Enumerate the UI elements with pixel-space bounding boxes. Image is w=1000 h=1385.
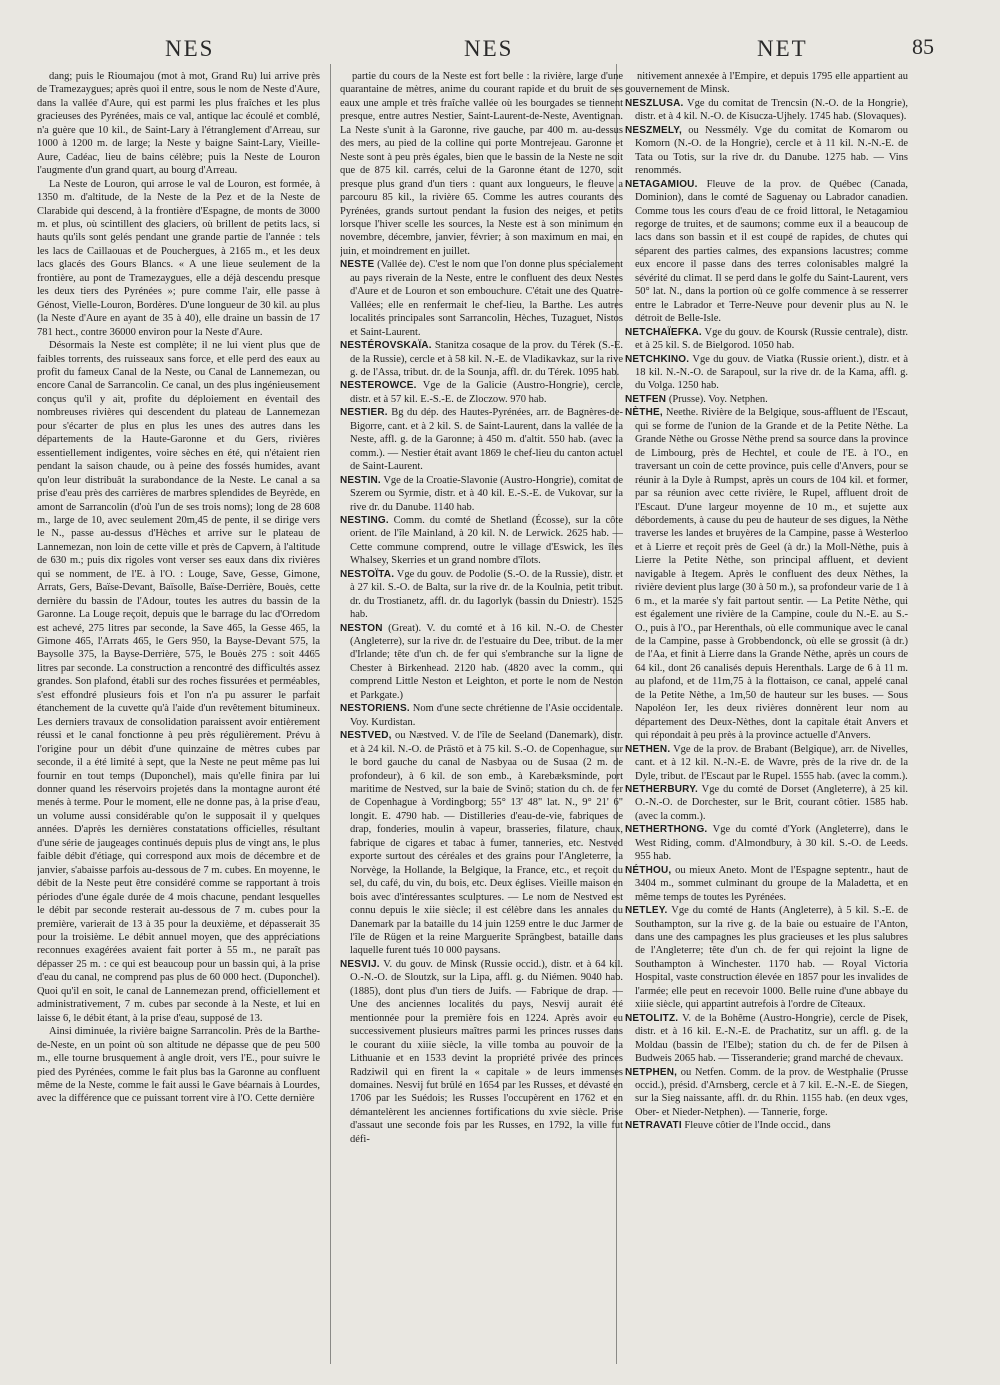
entry-headword: NETPHEN,	[625, 1066, 678, 1078]
entry-headword: NESTEROWCE.	[340, 380, 417, 392]
text-paragraph	[340, 70, 623, 258]
text-paragraph	[37, 1025, 320, 1106]
entry-text: Neethe. Rivière de la Belgique, sous-affluent de l'Escaut, qui se forme de l'union de la Grande et de la Petite Nèthe. La Grande Nèthe ou Grosse Nèthe prend sa source dans la province de Limbourg, près de Hechtel, et coule de l'E. à l'O., en traversant un coin de cette province, puis celle d'Anvers, pour se réunir à la Dyle à Rumpst, après un cours de 104 kil. et former, par sa réunion avec cette rivière, le Rupel, affluent droit de l'Escaut. D'une largeur moyenne de 10 m., et sujette aux débordements, à cause du peu de hauteur de ses digues, la Nèthe traverse les landes et bruyères de la Campine, passe à Westerloo et à Lierre et reçoit près de Geel (à dr.) la Moll-Nèthe, puis à Lierre la Petite Nèthe, son principal affluent, et devient navigable à Itegem. Après le confluent des deux Nèthes, la rivière devient plus large (30 à 50 m.), sa profondeur varie de 1 à 6 m., et la marée s'y fait partout sentir. — La Petite Nèthe, qui est également une rivière de la Campine, coule du N.-E. au S.-O., puis à l'O., par Herenthals, où elle communique avec le canal de la Campine, passe à Grobbendonck, où elle se grossit (à dr.) de l'Aa, et finit à Lierre dans la Grande Nèthe, après un cours de 64 kil., dont 26 canalisés depuis Herenthals. Large de 6 à 11 m. au plafond, et de 11m,75 à la flottaison, ce canal, appelé canal de la Petite Nèthe, a 1m,50 de hauteur sur les buses. — Sous Napoléon Ier, les deux rivières donnèrent leur nom au département des Deux-Nèthes, dont la capitale était Anvers et qui répondait à peu près à la province actuelle d'Anvers.	[635, 407, 908, 742]
entry-headword: NESZLUSA.	[625, 97, 684, 109]
dictionary-entry	[625, 1119, 908, 1132]
entry-headword: NESTIN.	[340, 474, 381, 486]
entry-headword: NETOLITZ.	[625, 1012, 679, 1024]
page-number: 85	[912, 34, 934, 59]
entry-text: Fleuve côtier de l'Inde occid., dans	[681, 1120, 831, 1132]
entry-text: ou Netfen. Comm. de la prov. de Westphalie (Prusse occid.), présid. d'Arnsberg, cercle et à 7 kil. E.-N.-E. de Siegen, sur la Sieg naissante, affl. dr. du Rhin. 1155 hab. (en deux vges, Ober- et Nieder-Netphen). — Tannerie, forge.	[635, 1066, 908, 1118]
entry-text: V. de la Bohême (Austro-Hongrie), cercle de Pisek, distr. et à 16 kil. E.-N.-E. de Prachatitz, sur un affl. g. de la Moldau (bassin de l'Elbe); station du ch. de fer de Pilsen à Budweis 2065 hab. — Tisseranderie; grand marché de chevaux.	[635, 1012, 908, 1065]
dictionary-entry	[625, 783, 908, 823]
entry-text: Vge du gouv. de Podolie (S.-O. de la Russie), distr. et à 27 kil. S.-O. de Balta, sur la rive dr. de la Koulnia, petit tribut. dr. du Trostianetz, affl. dr. du Iagorlyk (bassin du Dniestr). 1525 hab.	[350, 568, 623, 621]
entry-text: Stanitza cosaque de la prov. du Térek (S.-E. de la Russie), cercle et à 58 kil. N.-E. de Vladikavkaz, sur la rive g. de l'Assa, tribut. dr. de la Sounja, affl. dr. du Térek. 1095 hab.	[350, 340, 623, 378]
entry-text: V. du gouv. de Minsk (Russie occid.), distr. et à 64 kil. O.-N.-O. de Sloutzk, sur la Lipa, affl. g. du Niémen. 9040 hab. (1885), dont plus d'un tiers de Juifs. — Fabrique de drap. — Une des anciennes localités du pays, Nesvij aurait été mentionnée pour la première fois en 1224. Après avoir eu successivement plusieurs maîtres parmi les princes russes dans le courant du xiiie siècle, la ville tomba au pouvoir de la Lithuanie et en 1533 devint la propriété privée des princes Radziwil qui en firent la « capitale » de leurs immenses domaines. Nesvij fut brûlé en 1654 par les Russes, et dévasté en 1706 par les Suédois; les Russes l'occupèrent en 1762 et en démantelèrent les anciennes fortifications du xvie siècle. Prise d'assaut une seconde fois par les Russes, en 1792, la ville fut défi-	[350, 958, 623, 1145]
entry-headword: NETFEN	[625, 393, 667, 405]
text-column-middle	[340, 70, 623, 1360]
entry-text: Vge de la prov. de Brabant (Belgique), arr. de Nivelles, cant. et à 12 kil. N.-N.-E. de Wavre, près de la rive dr. de la Dyle, tribut. de l'Escaut par le Rupel. 1555 hab. (avec la comm.).	[635, 743, 908, 782]
entry-text: (Great). V. du comté et à 16 kil. N.-O. de Chester (Angleterre), sur la rive dr. de l'estuaire du Dee, tribut. de la mer d'Irlande; tête d'un ch. de fer qui s'embranche sur la ligne de Chester à Birkenhead. 2120 hab. (4820 avec la comm., qui comprend Little Neston et Leighton, et porte le nom de Neston et Parkgate.)	[350, 622, 623, 701]
dictionary-entry	[625, 178, 908, 326]
entry-text: Nom d'une secte chrétienne de l'Asie occidentale. Voy. Kurdistan.	[350, 703, 623, 728]
text-paragraph	[37, 178, 320, 339]
entry-text: nitivement annexée à l'Empire, et depuis 1795 elle appartient au gouvernement de Minsk.	[625, 71, 908, 96]
entry-text: Vge du gouv. de Koursk (Russie centrale), distr. et à 25 kil. S. de Bielgorod. 1050 hab.	[635, 326, 908, 352]
entry-headword: NESTIER.	[340, 407, 388, 419]
entry-text: Ainsi diminuée, la rivière baigne Sarrancolin. Près de la Barthe-de-Neste, en un point où son altitude ne dépasse que de peu 500 m., elle tourne brusquement à angle droit, vers l'E., pour suivre le pied des Pyrénées, comme le fait plus bas la Garonne au confluent même de la Neste, comme le fait aussi le Gave béarnais à Lourdes, avec la différence que ce puissant torrent vire à l'O. Cette dernière	[37, 1026, 320, 1105]
dictionary-entry	[625, 823, 908, 863]
entry-text: Vge du comté de Hants (Angleterre), à 5 kil. S.-E. de Southampton, sur la rive g. de la baie ou estuaire de l'Anton, dans une des campagnes les plus gracieuses et les plus salubres de l'Angleterre; tête d'un ch. de fer qui rejoint la ligne de Southampton à Winchester. 1170 hab. — Royal Victoria Hospital, vaste construction élevée en 1857 pour les invalides de l'armée; elle peut en recevoir 1000. Belle ruine d'une abbaye du xiiie siècle, qui appartint autrefois à l'ordre de Cîteaux.	[635, 905, 908, 1011]
text-column-left	[37, 70, 320, 1360]
entry-text: ou mieux Aneto. Mont de l'Espagne septentr., haut de 3404 m., sommet culminant du groupe de la Maladetta, et en même temps de toutes les Pyrénées.	[635, 864, 908, 903]
entry-text: Vge de la Galicie (Austro-Hongrie), cercle, distr. et à 57 kil. E.-S.-E. de Zloczow. 970 hab.	[350, 380, 623, 405]
entry-text: (Prusse). Voy. Netphen.	[666, 393, 768, 405]
entry-headword: NESTE	[340, 259, 375, 271]
running-head-right: NET	[757, 36, 808, 61]
entry-text: ou Næstved. V. de l'île de Seeland (Danemark), distr. et à 24 kil. N.-O. de Prästö et à 75 kil. S.-O. de Copenhague, sur le bord gauche du canal de Nasbyaa ou de Susaa (2 m. de profondeur), à 6 kil. de son emb., à Karebæksminde, port maritime de Nestved, sur la baie de Svinö; station du ch. de fer de Copenhague à Vordingborg; 55° 13' 48" lat. N., 9° 21' 6" longit. E. 4790 hab. — Distilleries d'eau-de-vie, fabriques de drap, fonderies, moulin à vapeur, brasseries, filature, chaux, fabrique de cigares et tabac à fumer, tanneries, etc. Nestved exporte surtout des céréales et des grains pour l'Angleterre, la Norvège, la Hollande, la Belgique, la France, etc., et reçoit du sel, du café, du vin, du bois, etc. Deux églises. Vieille maison en bois avec d'intéressantes sculptures. — Le nom de Nestved est connu depuis le xiie siècle; il est célèbre dans les annales du Danemark par la bataille du 14 juin 1259 entre le duc Jarmer de l'île de Rügen et la reine Marguerite Sprängbest, bataille dans laquelle furent tués 10 000 paysans.	[350, 730, 623, 957]
entry-text: Vge du gouv. de Viatka (Russie orient.), distr. et à 18 kil. N.-N.-O. de Sarapoul, sur la rive dr. de la Kama, affl. g. du Volga. 1250 hab.	[635, 353, 908, 392]
entry-headword: NESTING.	[340, 514, 389, 526]
entry-headword: NESTÉROVSKAÏA.	[340, 340, 432, 352]
entry-text: Désormais la Neste est complète; il ne lui vient plus que de faibles torrents, des ruisseaux sans force, et elle perd des eaux au profit du fameux Canal de la Neste, ou Canal de Lannemezan, ou encore Canal de Sarrancolin. Ce canal, un des plus ingénieusement conçus qu'il y ait, profite du déploiement en éventail des nombreuses rivières qui descendent du plateau de Lannemezan pour s'écarter de plus en plus les unes des autres dans les départements de la Haute-Garonne et du Gers, rivières essentiellement indigentes, voire sèches en été, qui n'étaient rien pendant la saison chaude, ou à peine des fossés humides, avant qu'on leur distribuât la surabondance de la Neste. Le canal a sa prise d'eau près des carrières de marbres splendides de Beyrède, en amont de Sarrancolin (d'où l'un de ses trois noms); long de 28 608 m., large de 10, avec seulement 20m,45 de pente, il se dirige vers le N., passe au-dessus d'Hèches et arrive sur le plateau de Lannemezan, non loin de cette ville et près de Capvern, à l'altitude de 630 m.; puis dix rigoles vont verser ses eaux dans dix rivières qui se nomment, de l'E. à l'O. : Louge, Save, Gesse, Gimone, Arrats, Gers, Baïse-Devant, Baïsolle, Baïse-Derrière, Bouès, cette dernière du bassin de l'Adour, toutes les autres du bassin de la Garonne. La Louge reçoit, depuis que le barrage du lac d'Orredom est achevé, 275 litres par seconde, la Save 465, la Gesse 465, la Gimone 465, l'Arrats 465, le Gers 950, la Bayse-Devant 575, la Baysolle 375, la Bayse-Derrière, 575, le Bouès 275 : soit 4465 litres par seconde. La construction a rencontré des difficultés assez grandes. Son plafond, établi sur des roches fissurées et perméables, s'est effondré plusieurs fois et l'on n'a pu assurer le parfait étanchement de la cuvette qu'à l'aide d'un revêtement bitumineux. Les derniers travaux de consolidation paraissent avoir entièrement réussi et le canal fonctionne à peu près régulièrement. Prévu à l'origine pour un débit d'une quinzaine de mètres cubes par seconde, il a été limité à sept, que la Neste ne peut même pas lui fournir en tout temps (Duponchel), mais qu'elle finira par lui donner quand les réservoirs projetés dans la montagne auront été menés à terme. Pour le moment, elle ne donne pas, à la prise d'eau, un volume aussi considérable qu'on le supposait il y quelques années. D'après les dernières constatations officielles, résultant d'une série de jaugeages continués depuis plus de vingt ans, le plus faible débit d'étiage, qui correspond aux mois de décembre et de janvier, s'abaisse parfois au-dessous de 7 m. cubes. En moyenne, le débit de la Neste peut être considéré comme se rapportant à trois périodes d'une égale durée de 4 mois chacune, pendant lesquelles le débit par seconde resterait au-dessous de 7 m. cubes pour la première, varierait de 13 à 35 pour la deuxième, et dépasserait 35 pour la troisième. Le débit annuel moyen, que des appréciations reconnues exagérées avaient fait porter à 55 m., ne paraît pas dépasser 25 m. : ce qui est beaucoup pour un bassin qui, à la prise d'eau du canal, ne comprend pas plus de 60 000 hect. (Duponchel). Quoi qu'il en soit, le canal de Lannemezan prend, officiellement et administrativement, 7 m. cubes par seconde à la Neste, et lui en laisse 6, le débit étant, à la prise d'eau, supposé de 13.	[37, 340, 320, 1024]
entry-text: Bg du dép. des Hautes-Pyrénées, arr. de Bagnères-de-Bigorre, cant. et à 2 kil. S. de Saint-Laurent, dans la vallée de la Neste, affl. g. de la Garonne; à 450 m. d'altit. 550 hab. (avec la comm.). — Nestier était avant 1869 le chef-lieu du canton actuel de Saint-Laurent.	[350, 407, 623, 473]
entry-headword: NETAGAMIOU.	[625, 178, 698, 190]
entry-headword: NESTVED,	[340, 730, 392, 742]
entry-headword: NÈTHE,	[625, 407, 663, 419]
dictionary-entry	[625, 393, 908, 406]
entry-text: partie du cours de la Neste est fort belle : la rivière, large d'une quarantaine de mètres, anime du courant rapide et du bruit de ses eaux une ample et très fraîche vallée où les bourgades se tiennent presque, entre autres Nestier, Saint-Laurent-de-Neste, Aventignan. La Neste s'unit à la Garonne, rive gauche, par 400 m. au-dessus des mers, au pied de la colline qui porte Montrejeau. Garonne et Neste sont à peu près égales, bien que le bassin de la Neste ne soit que de 875 kil. carrés, celui de la Garonne étant de 1270, soit presque plus grand d'un tiers : quant aux longueurs, le fleuve a parcouru 85 kil., la rivière 65. Comme les autres courants des Pyrénées, grands surtout pendant la fusion des neiges, et petits lorsque l'hiver scelle les sources, la Neste est à son minimum en novembre, décembre, janvier, février; à son maximum en mai, en juin, et moindrement en juillet.	[340, 71, 623, 257]
running-head-center: NES	[464, 36, 514, 61]
entry-text: Fleuve de la prov. de Québec (Canada, Dominion), dans le comté de Saguenay ou Labrador canadien. Comme tous les cours d'eau de ce froid littoral, le Netagamiou regorge de truites, et de saumons; comme eux il a beaucoup de lacs dans son bassin et il est coupé de rapides, de chutes qui séparent des parties calmes, des expansions lacustres; comme eux encore il passe dans des terres colonisables malgré la sévérité du climat. Il se perd dans le golfe du Saint-Laurent, vers 50° lat. N., dans la portion où ce golfe commence à se resserrer entre le Labrador et Terre-Neuve pour devenir plus au N. le détroit de Belle-Isle.	[635, 178, 908, 325]
entry-headword: NESTOÏTA.	[340, 568, 395, 580]
entry-text: Vge du comitat de Trencsin (N.-O. de la Hongrie), distr. et à 4 kil. N.-O. de Kisucza-Ujhely. 1745 hab. (Slovaques).	[635, 97, 908, 123]
entry-text: La Neste de Louron, qui arrose le val de Louron, est formée, à 1350 m. d'altitude, de la Neste de la Pez et de la Neste de Clarabide qui descend, à la frontière d'Espagne, de monts de 3000 m. et plus, où scintillent des glaciers, où brillent de petits lacs, si hauts qu'ils sont gelés pendant une grande partie de l'année : tels les lacs de Caillaouas et de Pouchergues, à 2165 m., et les deux lacs glacés des Gours Blancs. « A une lieue seulement de la frontière, au pont de Tramezaygues, elle a déjà descendu presque les deux tiers des Pyrénées »; pure comme l'air, elle passe à Génost, Vielle-Louron, Bordères. D'une longueur de 30 kil. au plus (la Neste d'Aure en ayant de 35 à 40), elle draine un bassin de 17 781 hect., contre 36000 environ pour la Neste d'Aure.	[37, 178, 320, 338]
text-paragraph	[625, 70, 908, 97]
dictionary-entry	[625, 406, 908, 742]
running-head-left: NES	[165, 36, 215, 61]
entry-headword: NETHEN.	[625, 743, 671, 755]
entry-headword: NETLEY.	[625, 905, 668, 917]
dictionary-entry	[340, 339, 623, 379]
entry-headword: NETCHAÏEFKA.	[625, 326, 702, 338]
entry-text: Vge de la Croatie-Slavonie (Austro-Hongrie), comitat de Szerem ou Syrmie, distr. et à 40 kil. E.-S.-E. de Vukovar, sur la rive dr. du Danube. 1140 hab.	[350, 474, 623, 513]
dictionary-entry	[340, 514, 623, 568]
dictionary-entry	[340, 568, 623, 622]
text-column-right	[625, 70, 908, 1360]
entry-text: Vge du comté de Dorset (Angleterre), à 25 kil. O.-N.-O. de Dorchester, sur le Brit, courant côtier. 1585 hab. (avec la comm.).	[635, 784, 908, 822]
entry-text: Comm. du comté de Shetland (Écosse), sur la côte orient. de l'île Mainland, à 20 kil. N. de Lerwick. 2625 hab. — Cette commune comprend, outre le village d'Eswick, les îles Whalsey, Skerries et un grand nombre d'îlots.	[350, 514, 623, 567]
dictionary-entry	[340, 379, 623, 406]
dictionary-entry	[625, 124, 908, 178]
entry-headword: NETCHKINO.	[625, 353, 690, 365]
entry-headword: NÉTHOU,	[625, 864, 672, 876]
text-paragraph	[37, 339, 320, 1025]
dictionary-entry	[340, 702, 623, 729]
entry-headword: NESTORIENS.	[340, 703, 410, 715]
dictionary-entry	[340, 406, 623, 473]
entry-headword: NETRAVATI	[625, 1120, 682, 1132]
dictionary-entry	[625, 97, 908, 124]
entry-text: dang; puis le Rioumajou (mot à mot, Grand Ru) lui arrive près de Tramezaygues; après quoi il entre, sous le nom de Neste d'Aure, dans la vallée d'Aure, qui est parmi les plus fraîches et les plus gracieuses des Pyrénées, mais ce val, antique lac écoulé et comblé, n'a guère que 10 kil., de Saint-Lary à l'étranglement d'Arreau, sur 1000 à 1200 m. de large; la Neste y baigne Saint-Lary, Vieille-Aure, Cadéac, lieu de bains célèbre; puis la Neste de Louron l'augmente d'un grand quart, au bourg d'Arreau.	[37, 71, 320, 177]
dictionary-entry	[625, 1012, 908, 1066]
entry-text: ou Nessmély. Vge du comitat de Komarom ou Komorn (N.-O. de la Hongrie), cercle et à 11 kil. N.-N.-E. de Tata ou Totis, sur la rive dr. du Danube. 1275 hab. — Vins renommés.	[635, 124, 908, 177]
dictionary-entry	[625, 864, 908, 904]
dictionary-entry	[340, 958, 623, 1146]
entry-headword: NESTON	[340, 622, 383, 634]
entry-headword: NETHERBURY.	[625, 784, 698, 796]
dictionary-entry	[340, 258, 623, 339]
dictionary-entry	[625, 904, 908, 1012]
entry-headword: NESVIJ.	[340, 958, 380, 970]
dictionary-entry	[625, 353, 908, 393]
entry-headword: NETHERTHONG.	[625, 824, 708, 836]
entry-headword: NESZMELY,	[625, 124, 683, 136]
dictionary-entry	[625, 1066, 908, 1120]
dictionary-entry	[625, 743, 908, 783]
dictionary-entry	[625, 326, 908, 353]
dictionary-entry	[340, 474, 623, 514]
dictionary-entry	[340, 729, 623, 958]
column-rule	[330, 64, 331, 1364]
entry-text: (Vallée de). C'est le nom que l'on donne plus spécialement au pays riverain de la Neste, entre le confluent des deux Nestes d'Aure et de Louron et son embouchure. C'était une des Quatre-Vallées; elle en renfermait le chef-lieu, la Barthe. Les autres localités principales sont Sarrancolin, Hèches, Tuzaguet, Nistos et Saint-Laurent.	[350, 259, 623, 338]
text-paragraph	[37, 70, 320, 178]
entry-text: Vge du comté d'York (Angleterre), dans le West Riding, comm. d'Almondbury, à 30 kil. S.-O. de Leeds. 955 hab.	[635, 824, 908, 863]
dictionary-entry	[340, 622, 623, 703]
